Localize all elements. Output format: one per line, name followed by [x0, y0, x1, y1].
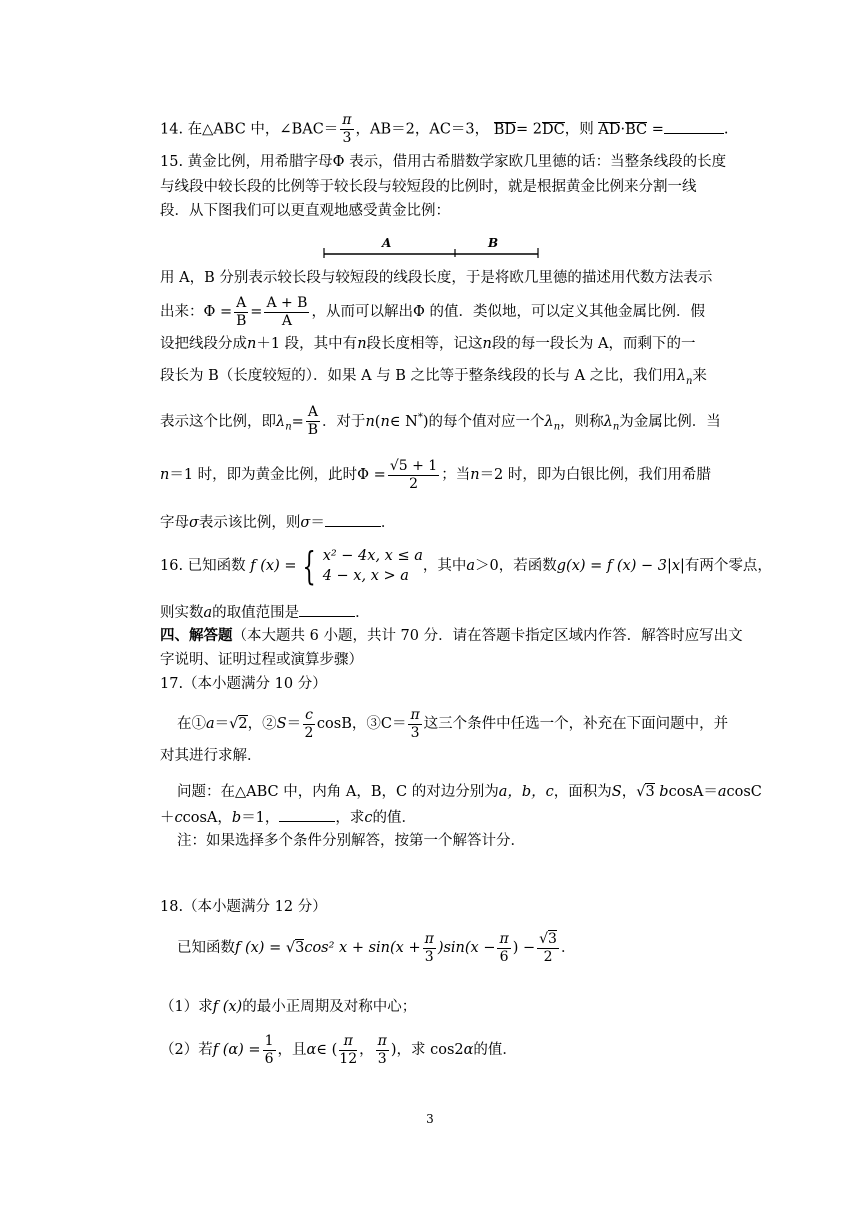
vector-bd: BD [493, 121, 517, 138]
question-16-line-2: 则实数a的取值范围是 ． [160, 602, 370, 623]
vector-ad: AD [598, 121, 621, 138]
vector-bc: BC [625, 121, 648, 138]
question-15-line-10: 字母σ表示该比例，则σ＝ ． [160, 512, 395, 533]
segment-label-b: B [488, 236, 499, 250]
golden-ratio-segment-figure [322, 234, 540, 260]
question-17-note: 注：如果选择多个条件分别解答，按第一个解答计分． [177, 833, 525, 849]
page-number: 3 [426, 1112, 434, 1126]
q14-angle-fraction: $\frac{\pi}{3}$ [342, 112, 352, 146]
q14-number: 14. [160, 121, 184, 138]
segment-label-a: A [382, 236, 392, 250]
question-17-line-1: 在①a＝√2，②S＝ $\frac{c}{2}$ cosB，③C＝ $\frac{\pi}{3}$ 这三个条件中任选一个，补充在下面问题中，并 [177, 706, 729, 741]
section-4-heading: 四、解答题（本大题共 6 小题，共计 70 分．请在答题卡指定区域内作答．解答时应写出文 [160, 627, 743, 644]
question-15-line-7: 段长为 B（长度较短的）．如果 A 与 B 之比等于整条线段的长与 A 之比，我们用$\lambda_n$来 [160, 368, 707, 387]
question-18-part-2: （2）若f (α) = $\frac{1}{6}$ ，且α∈ ( $\frac{\pi}{12}$ ， $\frac{\pi}{3}$ )，求 cos2α的值． [160, 1032, 517, 1067]
answer-blank-15[interactable] [325, 512, 381, 527]
question-17-line-4: ＋ccosA，b＝1， ，求c的值． [160, 807, 416, 828]
question-18-header: 18.（本小题满分 12 分） [160, 899, 327, 915]
answer-blank-14[interactable] [664, 119, 724, 134]
vector-dc: DC [542, 121, 565, 138]
question-15-line-8: 表示这个比例，即$\lambda_n=$ $\frac{A}{B}$ ．对于n(n∈ N*)的每个值对应一个$\lambda_n$，则称$\lambda_n$为金属比例．当 [160, 404, 721, 439]
question-15-line-4: 用 A，B 分别表示较长段与较短段的线段长度，于是将欧几里德的描述用代数方法表示 [160, 270, 713, 286]
question-16-line-1: 16. 已知函数 f (x) = { x² − 4x, x ≤ a 4 − x, x > a ，其中a＞0，若函数g(x) = f (x) − 3|x|有两个零点， [160, 544, 772, 588]
question-17-line-3: 问题：在△ABC 中，内角 A，B，C 的对边分别为a，b，c，面积为S，√3 bcosA＝acosC [177, 784, 762, 800]
answer-blank-16[interactable] [299, 602, 355, 617]
q15-number: 15. [160, 154, 184, 170]
q16-number: 16. [160, 558, 184, 574]
question-15-line-9: n＝1 时，即为黄金比例，此时Φ = $\frac{√5 + 1}{2}$ ；当n＝2 时，即为白银比例，我们用希腊 [160, 457, 711, 492]
section-4-heading-line-2: 字说明、证明过程或演算步骤） [160, 652, 363, 668]
question-17-header: 17.（本小题满分 10 分） [160, 676, 327, 692]
question-15-line-5: 出来：Φ = $\frac{A}{B}$ = $\frac{A + B}{A}$ ，从而可以解出Φ 的值．类似地，可以定义其他金属比例．假 [160, 294, 705, 329]
question-18-part-1: （1）求f (x)的最小正周期及对称中心； [160, 999, 417, 1015]
question-14: 14. 在△ABC 中，∠BAC＝ $\frac{\pi}{3}$ ，AB＝2，AC＝3， BD= 2DC，则 AD·BC = . [160, 112, 729, 146]
piecewise-cases: x² − 4x, x ≤ a 4 − x, x > a [322, 548, 423, 584]
question-15-line-3: 段．从下图我们可以更直观地感受黄金比例： [160, 203, 450, 219]
question-17-line-2: 对其进行求解． [160, 748, 262, 764]
question-15-line-2: 与线段中较长段的比例等于较长段与较短段的比例时，就是根据黄金比例来分割一线 [160, 179, 697, 195]
section-4-title: 四、解答题 [160, 627, 233, 644]
question-15-line-1: 15. 黄金比例，用希腊字母Φ 表示，借用古希腊数学家欧几里德的话：当整条线段的长度 [160, 154, 727, 170]
question-18-function: 已知函数f (x) = √3cos² x + sin(x + $\frac{\pi}{3}$ )sin(x − $\frac{\pi}{6}$ ) − $\frac{√3}{2}$ ． [177, 930, 576, 965]
question-15-line-6: 设把线段分成n＋1 段，其中有n段长度相等，记这n段的每一段长为 A，而剩下的一 [160, 336, 696, 352]
answer-blank-17[interactable] [279, 807, 335, 822]
